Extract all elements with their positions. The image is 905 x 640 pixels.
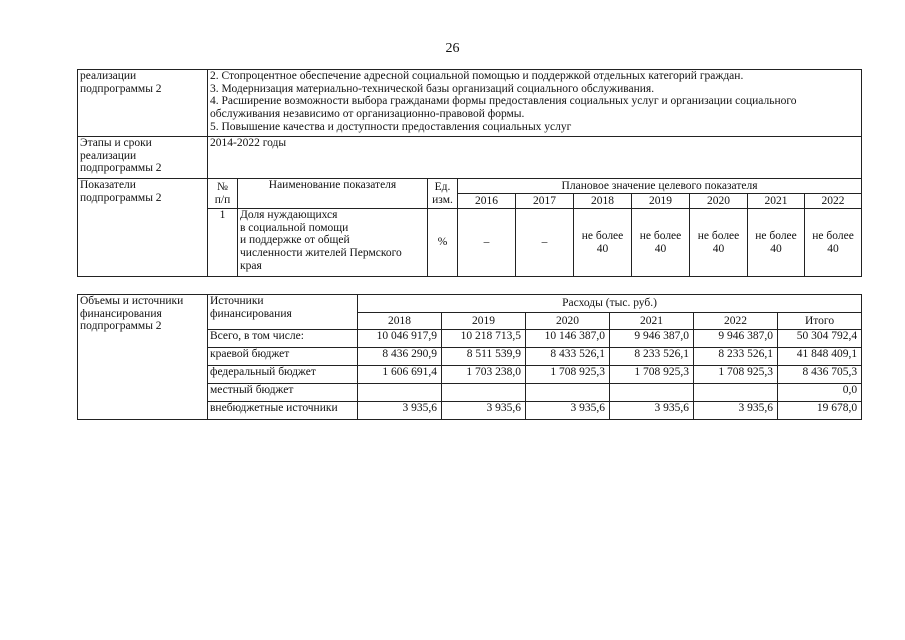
task-item: 5. Повышение качества и доступности предоставления социальных услуг — [210, 120, 572, 133]
indicator-value: не более 40 — [748, 209, 805, 277]
financing-value: 10 046 917,9 — [358, 330, 442, 348]
financing-year-header: 2019 — [442, 313, 526, 330]
page-number: 26 — [445, 41, 460, 56]
stages-row — [78, 137, 862, 179]
indicator-value: не более 40 — [574, 209, 632, 277]
financing-value: 1 708 925,3 — [526, 366, 610, 384]
task-item: 2. Стопроцентное обеспечение адресной социальной помощью и поддержкой отдельных категорий граждан. — [210, 70, 744, 82]
financing-year-header: 2021 — [610, 313, 694, 330]
indicator-value: не более 40 — [632, 209, 690, 277]
financing-value: 8 436 290,9 — [358, 348, 442, 366]
financing-year-header: Итого — [778, 313, 862, 330]
financing-source-header: Источники финансирования — [208, 295, 358, 330]
indicator-value: не более 40 — [690, 209, 748, 277]
financing-value — [526, 384, 610, 402]
financing-value: 1 606 691,4 — [358, 366, 442, 384]
indicator-year-header: 2019 — [632, 194, 690, 209]
subprogram-passport-table — [77, 69, 862, 277]
financing-value: 8 436 705,3 — [778, 366, 862, 384]
financing-source: федеральный бюджет — [208, 366, 358, 384]
financing-value: 1 708 925,3 — [694, 366, 778, 384]
financing-value: 3 935,6 — [526, 402, 610, 420]
tasks-content — [208, 70, 862, 137]
financing-value: 0,0 — [778, 384, 862, 402]
indicator-value: – — [516, 209, 574, 277]
financing-value: 10 218 713,5 — [442, 330, 526, 348]
indicator-value: – — [458, 209, 516, 277]
financing-source: Всего, в том числе: — [208, 330, 358, 348]
financing-value: 41 848 409,1 — [778, 348, 862, 366]
financing-year-header: 2020 — [526, 313, 610, 330]
financing-source: внебюджетные источники — [208, 402, 358, 420]
stages-value: 2014-2022 годы — [208, 137, 862, 179]
indicator-value: не более 40 — [805, 209, 862, 277]
indicator-unit: % — [428, 209, 458, 277]
financing-value: 8 233 526,1 — [610, 348, 694, 366]
indicator-unit-header: Ед. изм. — [428, 179, 458, 209]
indicator-year-header: 2020 — [690, 194, 748, 209]
plan-value-header: Плановое значение целевого показателя — [458, 179, 862, 194]
financing-value: 3 935,6 — [442, 402, 526, 420]
financing-value: 8 233 526,1 — [694, 348, 778, 366]
indicator-number: 1 — [208, 209, 238, 277]
financing-label: Объемы и источники финансирования подпрограммы 2 — [78, 295, 208, 420]
financing-header-row — [78, 295, 862, 313]
indicator-name: Доля нуждающихся в социальной помощи и поддержке от общей численности жителей Пермского края — [238, 209, 428, 277]
financing-value: 9 946 387,0 — [610, 330, 694, 348]
financing-value: 19 678,0 — [778, 402, 862, 420]
financing-value — [442, 384, 526, 402]
indicators-header-row — [78, 179, 862, 194]
indicator-year-header: 2017 — [516, 194, 574, 209]
financing-source: местный бюджет — [208, 384, 358, 402]
financing-value — [358, 384, 442, 402]
financing-value: 8 511 539,9 — [442, 348, 526, 366]
financing-value — [610, 384, 694, 402]
indicators-label: Показатели подпрограммы 2 — [78, 179, 208, 277]
indicator-year-header: 2016 — [458, 194, 516, 209]
expenses-header: Расходы (тыс. руб.) — [358, 295, 862, 313]
financing-value: 3 935,6 — [610, 402, 694, 420]
tasks-label: реализации подпрограммы 2 — [78, 70, 208, 137]
financing-value: 3 935,6 — [694, 402, 778, 420]
financing-year-header: 2022 — [694, 313, 778, 330]
indicator-year-header: 2022 — [805, 194, 862, 209]
financing-value: 9 946 387,0 — [694, 330, 778, 348]
indicator-number-header: № п/п — [208, 179, 238, 209]
financing-value: 1 708 925,3 — [610, 366, 694, 384]
indicator-year-header: 2021 — [748, 194, 805, 209]
financing-value: 50 304 792,4 — [778, 330, 862, 348]
stages-label: Этапы и сроки реализации подпрограммы 2 — [78, 137, 208, 179]
financing-value: 1 703 238,0 — [442, 366, 526, 384]
indicator-name-header: Наименование показателя — [238, 179, 428, 209]
task-item: 4. Расширение возможности выбора гражданами формы предоставления социальных услуг и организации социального обслуживания независимо от организационно-правовой формы. — [210, 95, 797, 120]
financing-source: краевой бюджет — [208, 348, 358, 366]
financing-table — [77, 294, 862, 420]
financing-value: 10 146 387,0 — [526, 330, 610, 348]
financing-year-header: 2018 — [358, 313, 442, 330]
tasks-row — [78, 70, 862, 137]
financing-value: 3 935,6 — [358, 402, 442, 420]
financing-value: 8 433 526,1 — [526, 348, 610, 366]
task-item: 3. Модернизация материально-технической базы организаций социального обслуживания. — [210, 82, 655, 95]
financing-value — [694, 384, 778, 402]
indicator-year-header: 2018 — [574, 194, 632, 209]
